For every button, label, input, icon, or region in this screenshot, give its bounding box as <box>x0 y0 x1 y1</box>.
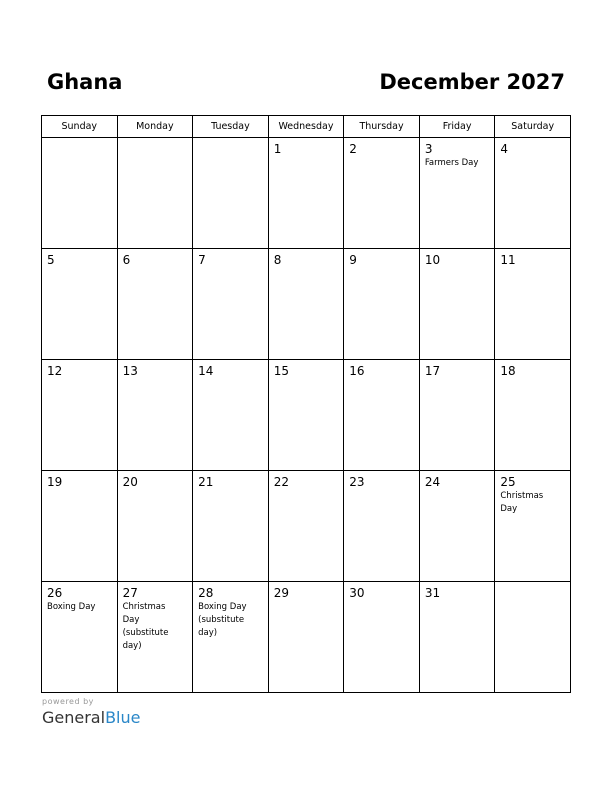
day-number: 8 <box>273 253 282 267</box>
day-cell <box>495 360 571 471</box>
day-cell <box>268 360 344 471</box>
day-cell <box>344 360 420 471</box>
day-number: 7 <box>198 253 206 267</box>
day-cell <box>344 138 420 249</box>
day-number: 11 <box>500 253 516 267</box>
day-number: 6 <box>122 253 131 267</box>
day-cell <box>268 471 344 582</box>
weekday-header-row <box>42 116 571 138</box>
day-number: 10 <box>424 253 441 267</box>
empty-day-cell <box>193 138 269 249</box>
generalblue-logo[interactable] <box>42 708 140 727</box>
day-number: 20 <box>122 475 138 489</box>
week-row <box>42 582 571 693</box>
week-row <box>42 471 571 582</box>
day-number: 22 <box>273 475 289 489</box>
day-cell <box>268 582 344 693</box>
day-number: 1 <box>273 142 282 156</box>
day-number: 4 <box>500 142 509 156</box>
weekday-wednesday: Wednesday <box>268 116 344 138</box>
weekday-sunday: Sunday <box>42 116 118 138</box>
day-number: 9 <box>349 253 357 267</box>
day-cell <box>419 138 495 249</box>
day-cell <box>42 582 118 693</box>
week-row <box>42 138 571 249</box>
weekday-saturday: Saturday <box>495 116 571 138</box>
day-cell <box>419 471 495 582</box>
day-number: 17 <box>424 364 441 378</box>
day-cell <box>344 471 420 582</box>
day-cell <box>117 582 193 693</box>
day-number: 15 <box>273 364 289 378</box>
day-number: 3 <box>424 142 433 156</box>
weekday-friday: Friday <box>419 116 495 138</box>
day-cell <box>495 249 571 360</box>
holiday-label: Boxing Day (substitute day) <box>198 602 247 638</box>
day-number: 26 <box>47 586 63 600</box>
day-cell <box>193 360 269 471</box>
holiday-label: Boxing Day <box>47 602 96 612</box>
day-number: 12 <box>47 364 63 378</box>
day-number: 27 <box>122 586 138 600</box>
day-cell <box>193 249 269 360</box>
day-cell <box>268 249 344 360</box>
footer <box>42 697 140 727</box>
day-cell <box>344 582 420 693</box>
day-number: 21 <box>198 475 214 489</box>
holiday-label: Christmas Day <box>500 491 544 514</box>
day-cell <box>419 582 495 693</box>
day-cell <box>42 360 118 471</box>
day-number: 13 <box>122 364 138 378</box>
day-number: 5 <box>47 253 55 267</box>
holiday-label: Christmas Day (substitute day) <box>122 602 169 651</box>
day-number: 24 <box>424 475 441 489</box>
day-number: 16 <box>349 364 365 378</box>
day-cell <box>42 471 118 582</box>
holiday-label: Farmers Day <box>424 158 479 168</box>
day-cell <box>495 138 571 249</box>
calendar-grid <box>41 115 571 693</box>
day-cell <box>42 249 118 360</box>
day-number: 31 <box>424 586 441 600</box>
weekday-monday: Monday <box>117 116 193 138</box>
day-number: 14 <box>198 364 214 378</box>
day-number: 18 <box>500 364 516 378</box>
country-title: Ghana <box>47 70 123 94</box>
day-number: 25 <box>500 475 516 489</box>
day-cell <box>344 249 420 360</box>
day-number: 30 <box>349 586 365 600</box>
day-cell <box>193 471 269 582</box>
month-year-title: December 2027 <box>379 70 565 94</box>
day-cell <box>117 249 193 360</box>
weekday-thursday: Thursday <box>344 116 420 138</box>
day-cell <box>419 249 495 360</box>
day-number: 29 <box>273 586 289 600</box>
day-number: 19 <box>47 475 63 489</box>
empty-day-cell <box>117 138 193 249</box>
brand-general: General <box>42 708 106 727</box>
calendar-header <box>47 70 565 100</box>
week-row <box>42 249 571 360</box>
week-row <box>42 360 571 471</box>
day-number: 2 <box>349 142 357 156</box>
day-cell <box>495 471 571 582</box>
day-cell <box>193 582 269 693</box>
day-cell <box>117 360 193 471</box>
empty-day-cell <box>495 582 571 693</box>
day-number: 28 <box>198 586 214 600</box>
day-cell <box>419 360 495 471</box>
day-number: 23 <box>349 475 365 489</box>
weekday-tuesday: Tuesday <box>193 116 269 138</box>
powered-by-text: powered by <box>42 697 94 706</box>
brand-blue: Blue <box>105 708 141 727</box>
empty-day-cell <box>42 138 118 249</box>
day-cell <box>117 471 193 582</box>
day-cell <box>268 138 344 249</box>
